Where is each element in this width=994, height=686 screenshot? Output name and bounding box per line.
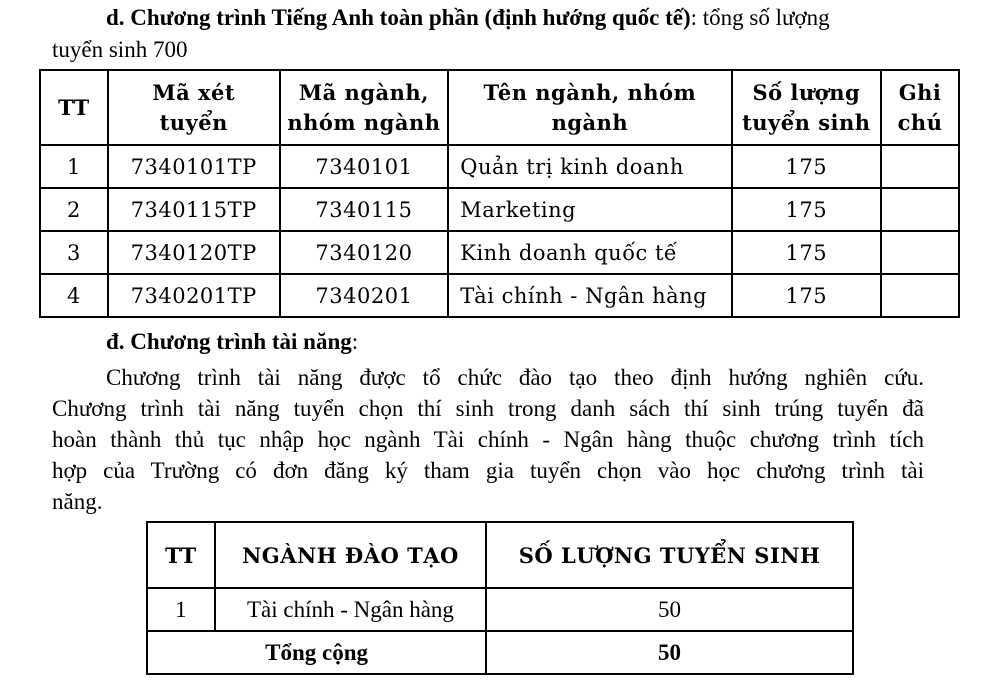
paragraph-line: Chương trình tài năng tuyển chọn thí sinh trong danh sách thí sinh trúng tuyển đã: [52, 396, 924, 421]
cell-tt: 1: [147, 588, 215, 631]
table-header-row: [40, 70, 959, 145]
total-value: 50: [486, 631, 853, 674]
header-ten-nganh: Tên ngành, nhóm ngành: [448, 70, 731, 145]
program-table: [39, 69, 960, 318]
header-tt: TT: [40, 70, 108, 145]
header-ma-xet-tuyen: Mã xét tuyển: [108, 70, 280, 145]
total-row: [147, 631, 853, 674]
header-ghi-chu: Ghi chú: [881, 70, 959, 145]
cell-ma-nganh: 7340201: [280, 274, 449, 317]
cell-ma-xet: 7340101TP: [108, 145, 280, 188]
talent-program-table: [146, 521, 854, 675]
section-dd-title: đ. Chương trình tài năng: [106, 329, 352, 354]
cell-tt: 2: [40, 188, 108, 231]
cell-ten-nganh: Kinh doanh quốc tế: [448, 231, 731, 274]
cell-ma-nganh: 7340120: [280, 231, 449, 274]
header-so-luong-tuyen-sinh: SỐ LƯỢNG TUYỂN SINH: [486, 522, 853, 588]
cell-ghi-chu: [881, 274, 959, 317]
table-row: [40, 188, 959, 231]
cell-so-luong: 175: [732, 145, 882, 188]
header-tt: TT: [147, 522, 215, 588]
table-row: [40, 231, 959, 274]
paragraph-line: Chương trình tài năng được tổ chức đào tạo theo định hướng nghiên cứu.: [106, 365, 924, 390]
cell-ma-nganh: 7340101: [280, 145, 449, 188]
cell-ma-xet: 7340120TP: [108, 231, 280, 274]
section-dd-heading: [106, 327, 358, 357]
talent-program-paragraph: [52, 362, 924, 517]
cell-ten-nganh: Quản trị kinh doanh: [448, 145, 731, 188]
header-nganh-dao-tao: NGÀNH ĐÀO TẠO: [215, 522, 486, 588]
cell-ma-xet: 7340201TP: [108, 274, 280, 317]
table-row: [40, 274, 959, 317]
paragraph-line: hợp của Trường có đơn đăng ký tham gia tuyển chọn vào học chương trình tài: [52, 458, 924, 483]
header-ma-nganh: Mã ngành, nhóm ngành: [280, 70, 449, 145]
cell-so-luong: 50: [486, 588, 853, 631]
cell-tt: 1: [40, 145, 108, 188]
section-d-heading: [106, 3, 830, 33]
section-d-heading-continuation: tuyển sinh 700: [52, 37, 188, 62]
cell-ghi-chu: [881, 188, 959, 231]
paragraph-line: hoàn thành thủ tục nhập học ngành Tài chính - Ngân hàng thuộc chương trình tích: [52, 427, 924, 452]
table-row: [40, 145, 959, 188]
section-d-colon-text: : tổng số lượng: [690, 5, 830, 30]
header-so-luong: Số lượng tuyển sinh: [732, 70, 882, 145]
cell-ma-xet: 7340115TP: [108, 188, 280, 231]
total-label: Tổng cộng: [147, 631, 486, 674]
section-d-title: d. Chương trình Tiếng Anh toàn phần (định hướng quốc tế): [106, 5, 691, 30]
paragraph-line: năng.: [52, 489, 103, 514]
cell-ghi-chu: [881, 145, 959, 188]
cell-so-luong: 175: [732, 274, 882, 317]
cell-so-luong: 175: [732, 188, 882, 231]
cell-ten-nganh: Tài chính - Ngân hàng: [448, 274, 731, 317]
table-header-row: [147, 522, 853, 588]
cell-ma-nganh: 7340115: [280, 188, 449, 231]
cell-ten-nganh: Marketing: [448, 188, 731, 231]
cell-so-luong: 175: [732, 231, 882, 274]
cell-tt: 4: [40, 274, 108, 317]
cell-ghi-chu: [881, 231, 959, 274]
cell-nganh: Tài chính - Ngân hàng: [215, 588, 486, 631]
section-dd-colon: :: [351, 329, 359, 354]
cell-tt: 3: [40, 231, 108, 274]
table-row: [147, 588, 853, 631]
